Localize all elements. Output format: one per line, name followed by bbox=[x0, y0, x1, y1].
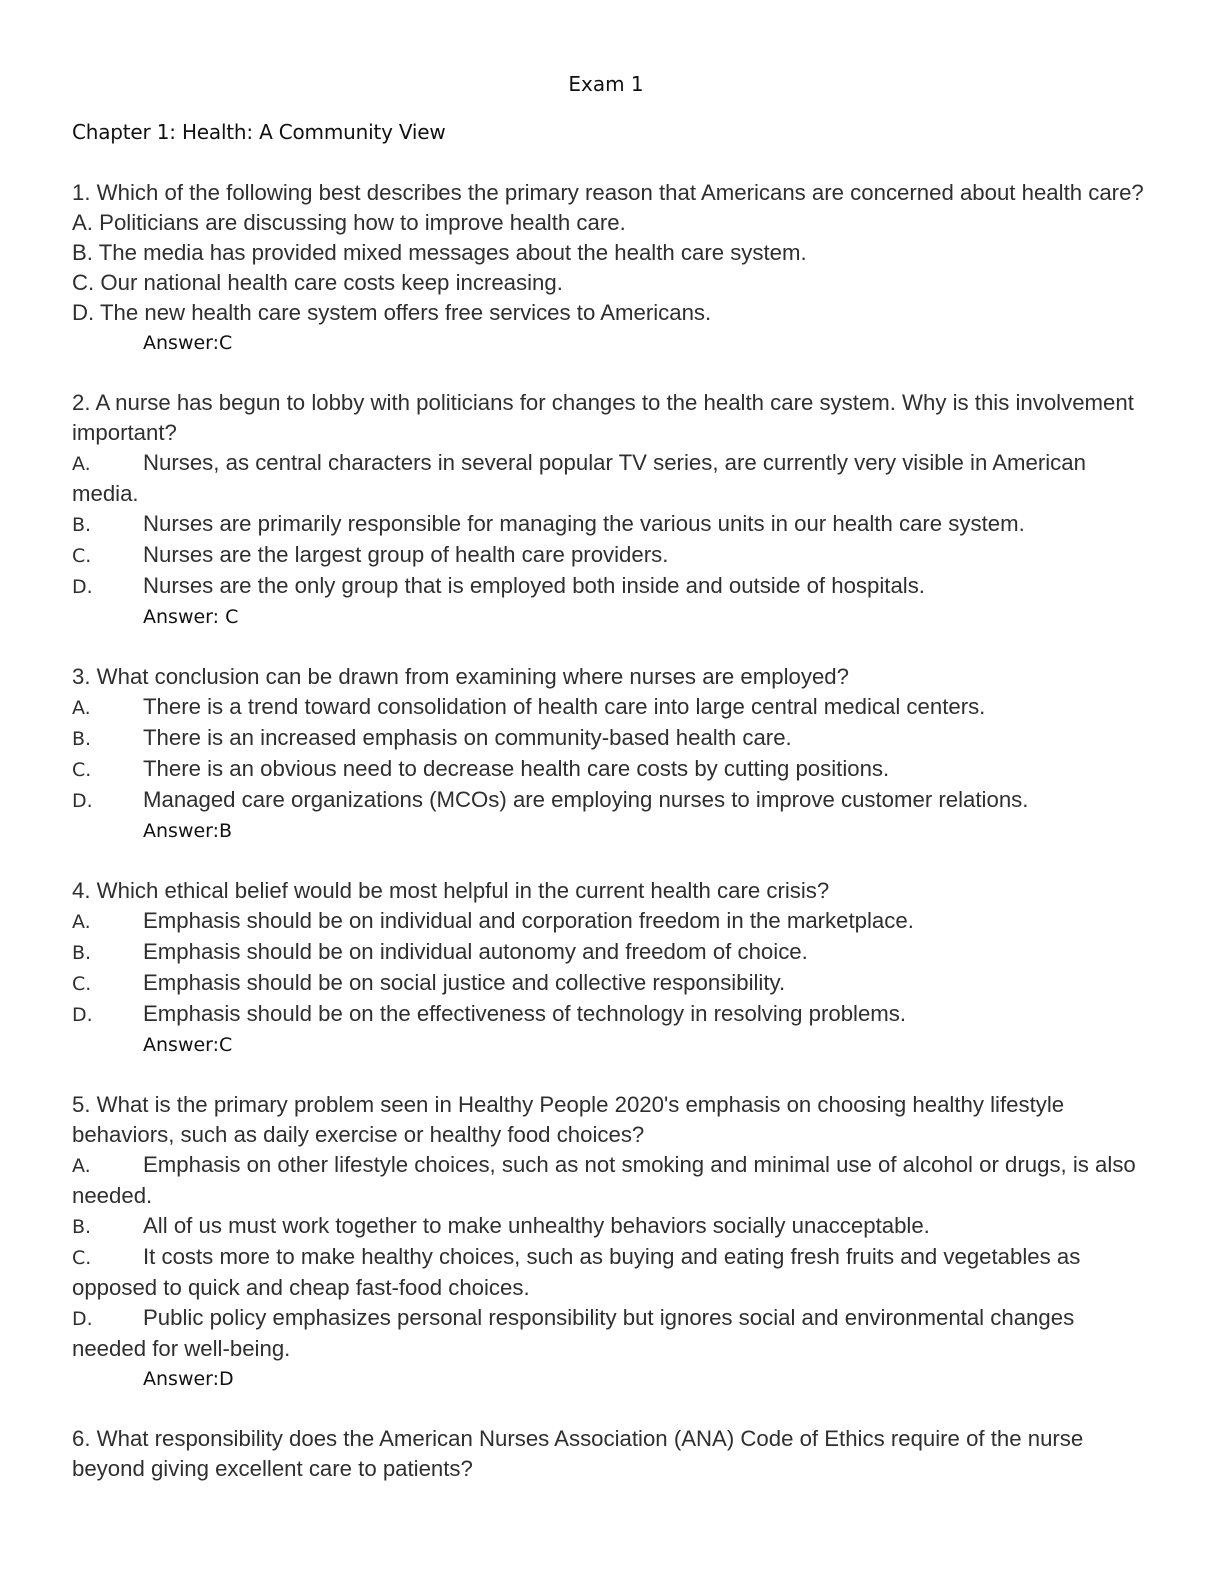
option-text: Managed care organizations (MCOs) are employing nurses to improve customer relations. bbox=[143, 787, 1029, 812]
question-stem: 2. A nurse has begun to lobby with politicians for changes to the health care system. Why is this involvement important? bbox=[72, 390, 1141, 445]
question-stem: 4. Which ethical belief would be most helpful in the current health care crisis? bbox=[72, 878, 830, 903]
option-letter: D. bbox=[72, 790, 93, 812]
option-a bbox=[72, 448, 1152, 509]
option-letter: A. bbox=[72, 453, 91, 475]
option-text: Nurses, as central characters in several popular TV series, are currently very visible in American media. bbox=[72, 450, 1086, 506]
option-text: Emphasis on other lifestyle choices, such as not smoking and minimal use of alcohol or drugs, is also needed. bbox=[72, 1152, 1136, 1208]
answer-line: Answer:B bbox=[143, 820, 233, 842]
option-text: It costs more to make healthy choices, such as buying and eating fresh fruits and vegetables as opposed to quick and cheap fast-food choices. bbox=[72, 1244, 1081, 1300]
question-2 bbox=[72, 388, 1152, 633]
option-letter: D. bbox=[72, 1004, 93, 1026]
question-stem: 5. What is the primary problem seen in Healthy People 2020's emphasis on choosing healthy lifestyle behaviors, such as daily exercise or healthy food choices? bbox=[72, 1092, 1071, 1147]
option-c bbox=[72, 968, 1152, 999]
option-d bbox=[72, 1303, 1152, 1364]
option-letter: D. bbox=[72, 300, 95, 325]
document-title: Exam 1 bbox=[568, 72, 644, 96]
option-letter: D. bbox=[72, 576, 93, 598]
option-text: Emphasis should be on the effectiveness of technology in resolving problems. bbox=[143, 1001, 907, 1026]
option-text: There is a trend toward consolidation of health care into large central medical centers. bbox=[143, 694, 986, 719]
option-letter: B. bbox=[72, 728, 92, 750]
answer-line: Answer:D bbox=[143, 1368, 234, 1390]
option-letter: A. bbox=[72, 210, 93, 235]
question-6 bbox=[72, 1424, 1152, 1484]
option-b bbox=[72, 1211, 1152, 1242]
option-text: Emphasis should be on social justice and collective responsibility. bbox=[143, 970, 786, 995]
option-letter: C. bbox=[72, 545, 92, 567]
option-text: Our national health care costs keep increasing. bbox=[100, 270, 563, 295]
answer-line: Answer:C bbox=[143, 332, 233, 354]
option-letter: A. bbox=[72, 1155, 91, 1177]
option-d bbox=[72, 571, 1152, 602]
option-a bbox=[72, 1150, 1152, 1211]
option-letter: C. bbox=[72, 759, 92, 781]
option-letter: A. bbox=[72, 911, 91, 933]
option-text: Politicians are discussing how to improve health care. bbox=[99, 210, 626, 235]
option-letter: D. bbox=[72, 1308, 93, 1330]
option-d bbox=[72, 785, 1152, 816]
question-4 bbox=[72, 876, 1152, 1061]
question-1 bbox=[72, 178, 1152, 359]
option-c bbox=[72, 1242, 1152, 1303]
option-a bbox=[72, 906, 1152, 937]
answer-line: Answer:C bbox=[143, 1034, 233, 1056]
option-d bbox=[72, 999, 1152, 1030]
option-b bbox=[72, 509, 1152, 540]
option-text: There is an obvious need to decrease health care costs by cutting positions. bbox=[143, 756, 890, 781]
option-b bbox=[72, 238, 1152, 268]
option-text: There is an increased emphasis on community-based health care. bbox=[143, 725, 792, 750]
question-stem: 3. What conclusion can be drawn from examining where nurses are employed? bbox=[72, 664, 849, 689]
option-text: Emphasis should be on individual and corporation freedom in the marketplace. bbox=[143, 908, 914, 933]
option-c bbox=[72, 540, 1152, 571]
option-a bbox=[72, 692, 1152, 723]
option-c bbox=[72, 268, 1152, 298]
option-b bbox=[72, 937, 1152, 968]
option-text: Public policy emphasizes personal responsibility but ignores social and environmental changes needed for well-being. bbox=[72, 1305, 1075, 1361]
option-c bbox=[72, 754, 1152, 785]
question-stem: 1. Which of the following best describes the primary reason that Americans are concerned about health care? bbox=[72, 180, 1144, 205]
option-letter: B. bbox=[72, 240, 93, 265]
option-text: The new health care system offers free services to Americans. bbox=[99, 300, 712, 325]
option-letter: A. bbox=[72, 697, 91, 719]
answer-line: Answer: C bbox=[143, 606, 239, 628]
option-letter: C. bbox=[72, 1247, 92, 1269]
option-letter: B. bbox=[72, 942, 92, 964]
option-letter: C. bbox=[72, 973, 92, 995]
option-text: Nurses are the largest group of health care providers. bbox=[143, 542, 669, 567]
option-b bbox=[72, 723, 1152, 754]
option-letter: C. bbox=[72, 270, 95, 295]
question-3 bbox=[72, 662, 1152, 847]
question-list bbox=[72, 178, 1152, 1513]
option-text: Nurses are primarily responsible for managing the various units in our health care system. bbox=[143, 511, 1025, 536]
question-5 bbox=[72, 1090, 1152, 1395]
option-letter: B. bbox=[72, 514, 92, 536]
question-stem: 6. What responsibility does the American Nurses Association (ANA) Code of Ethics require of the nurse beyond giving excellent care to patients? bbox=[72, 1426, 1090, 1481]
option-text: All of us must work together to make unhealthy behaviors socially unacceptable. bbox=[143, 1213, 930, 1238]
option-text: The media has provided mixed messages about the health care system. bbox=[98, 240, 807, 265]
chapter-heading: Chapter 1: Health: A Community View bbox=[72, 120, 446, 144]
option-letter: B. bbox=[72, 1216, 92, 1238]
option-text: Emphasis should be on individual autonomy and freedom of choice. bbox=[143, 939, 808, 964]
option-d bbox=[72, 298, 1152, 328]
option-a bbox=[72, 208, 1152, 238]
option-text: Nurses are the only group that is employed both inside and outside of hospitals. bbox=[143, 573, 925, 598]
